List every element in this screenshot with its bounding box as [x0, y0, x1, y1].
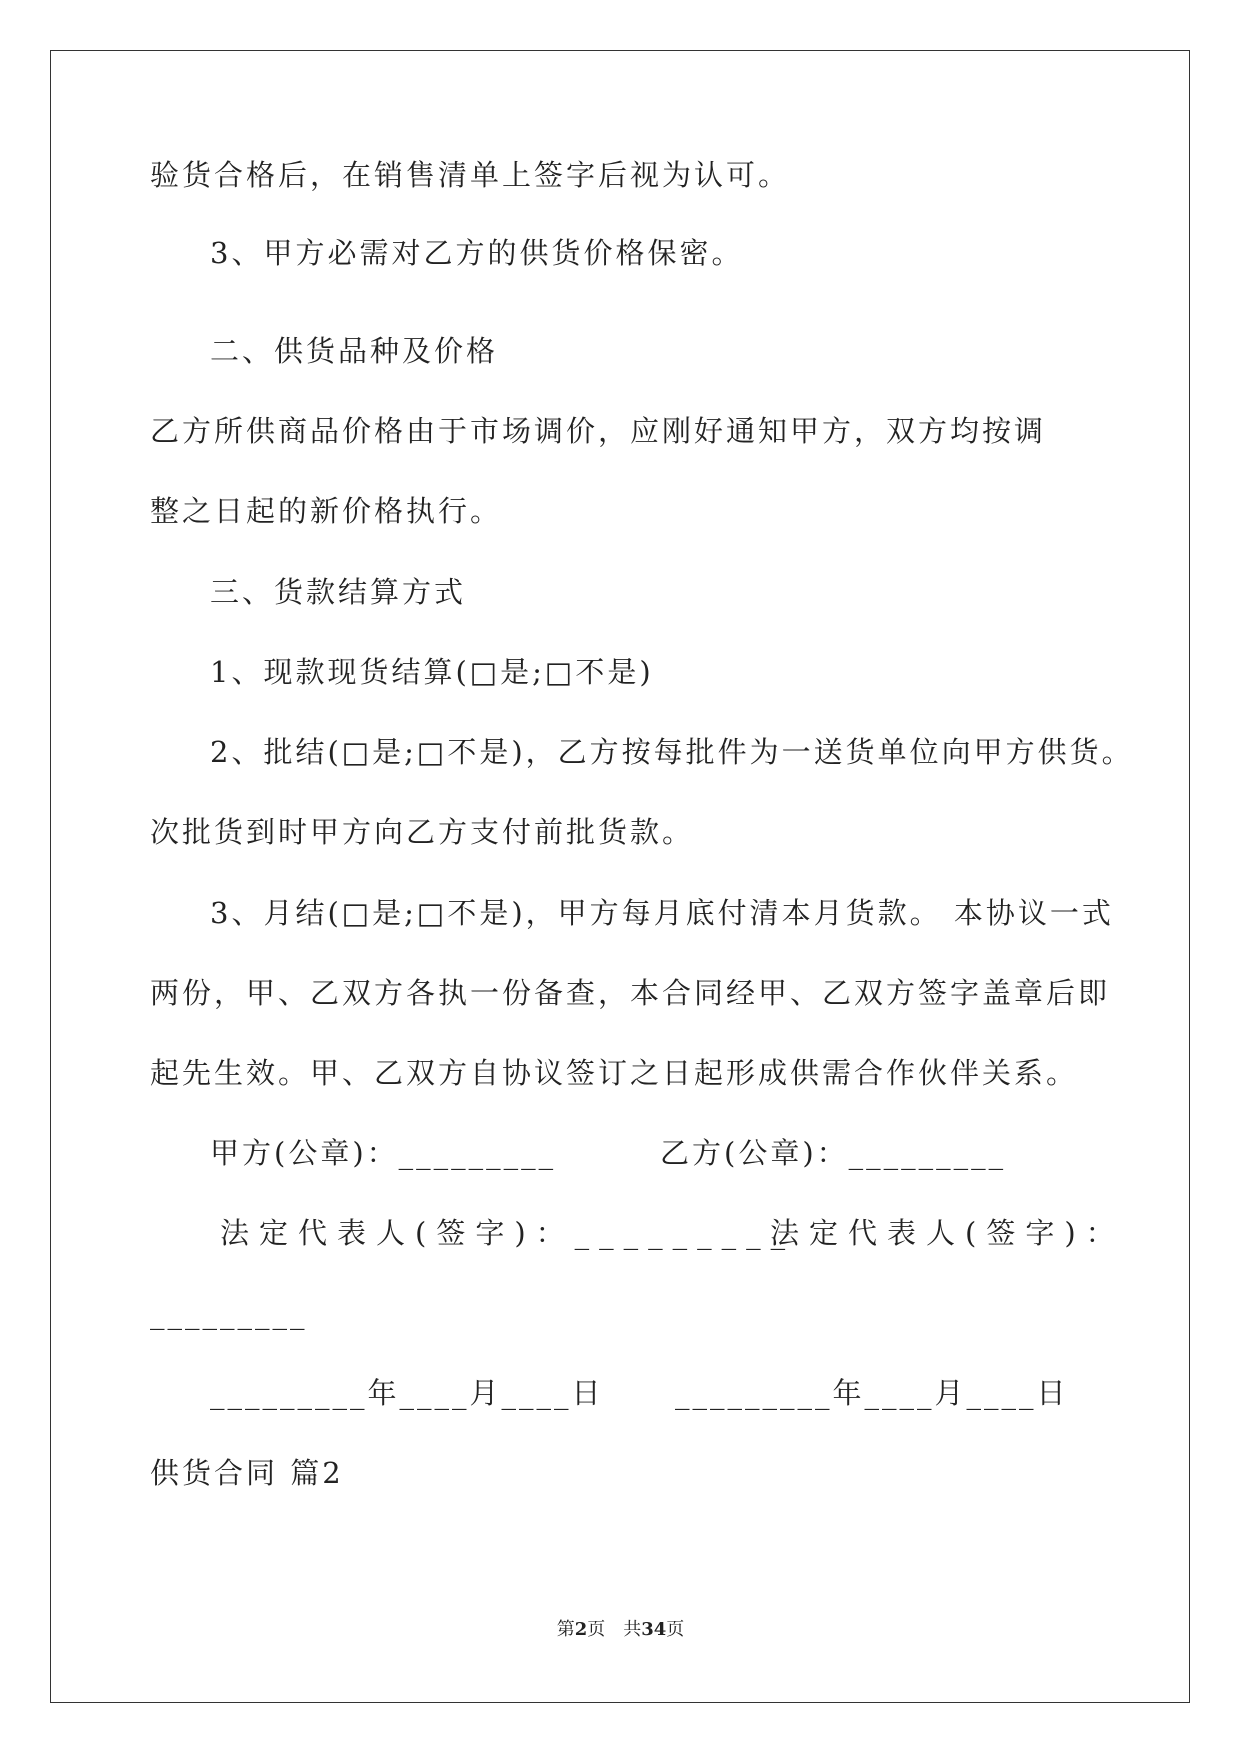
footer-mid: 页 共 — [587, 1619, 642, 1640]
party-b-seal: 乙方(公章)：_________ — [660, 1136, 1007, 1170]
body-line-5: 整之日起的新价格执行。 — [150, 494, 503, 528]
footer-total-pages: 34 — [641, 1619, 667, 1640]
page-footer — [0, 1618, 1241, 1642]
body-line-2: 3、甲方必需对乙方的供货价格保密。 — [210, 236, 744, 270]
footer-prefix: 第 — [556, 1619, 575, 1640]
party-b-representative: 法定代表人(签字)： — [770, 1216, 1125, 1250]
section-heading-3: 三、货款结算方式 — [210, 575, 467, 609]
party-b-representative-blank: _________ — [150, 1296, 308, 1330]
body-line-12: 起先生效。甲、乙双方自协议签订之日起形成供需合作伙伴关系。 — [150, 1056, 1079, 1090]
footer-suffix: 页 — [666, 1619, 685, 1640]
body-line-11: 两份，甲、乙双方各执一份备查，本合同经甲、乙双方签字盖章后即 — [150, 976, 1111, 1010]
section-heading-2: 二、供货品种及价格 — [210, 334, 499, 368]
footer-page-number: 2 — [574, 1619, 588, 1640]
party-a-date: _________年____月____日 — [210, 1376, 604, 1410]
party-a-representative: 法定代表人(签字)：_________ — [220, 1216, 796, 1250]
next-section-title: 供货合同 篇2 — [150, 1456, 344, 1490]
body-line-8: 2、批结(□是;□不是)，乙方按每批件为一送货单位向甲方供货。 — [210, 735, 1134, 769]
body-line-10: 3、月结(□是;□不是)，甲方每月底付清本月货款。 本协议一式 — [210, 896, 1114, 930]
party-a-seal: 甲方(公章)：_________ — [210, 1136, 557, 1170]
body-line-1: 验货合格后，在销售清单上签字后视为认可。 — [150, 158, 791, 192]
body-line-7: 1、现款现货结算(□是;□不是) — [210, 655, 654, 689]
body-line-9: 次批货到时甲方向乙方支付前批货款。 — [150, 815, 695, 849]
body-line-4: 乙方所供商品价格由于市场调价，应刚好通知甲方，双方均按调 — [150, 414, 1047, 448]
party-b-date: _________年____月____日 — [675, 1376, 1069, 1410]
